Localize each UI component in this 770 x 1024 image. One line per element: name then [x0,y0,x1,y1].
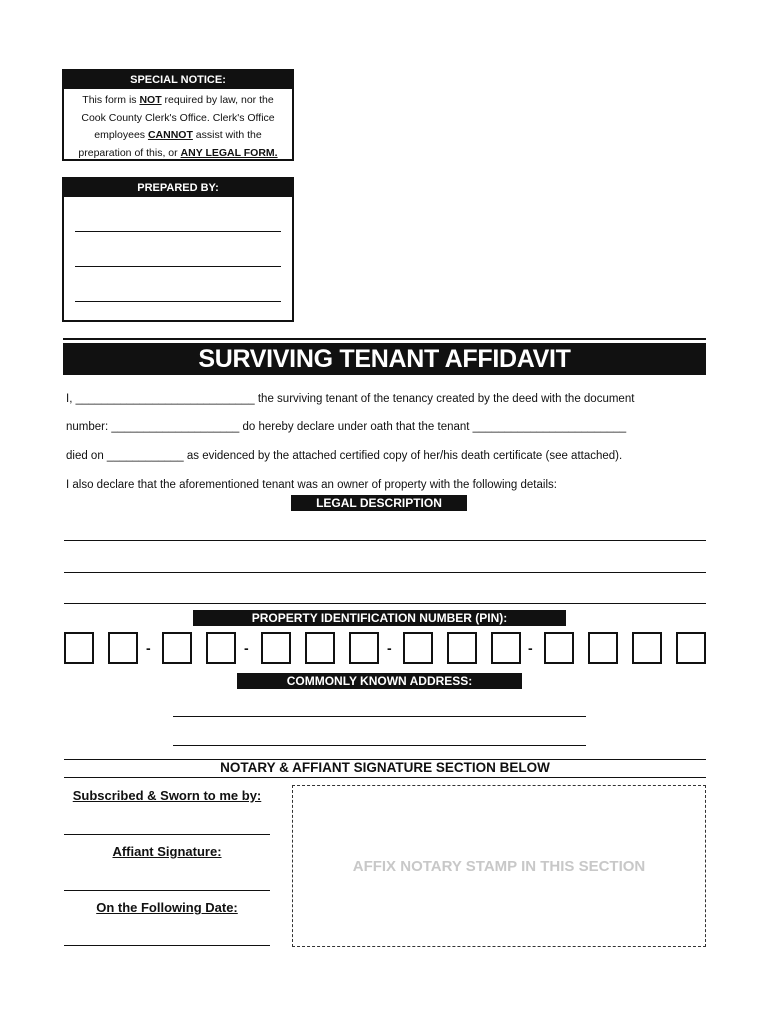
pin-box-2[interactable] [108,632,138,664]
not-emphasis: NOT [139,94,162,106]
notary-stamp-area [292,785,706,947]
declaration-line-1: I, ____________________________ the surviving tenant of the tenancy created by the deed with the document [66,393,635,405]
pin-box-9[interactable] [447,632,477,664]
notary-section-title: NOTARY & AFFIANT SIGNATURE SECTION BELOW [220,760,550,775]
pin-box-14[interactable] [676,632,706,664]
pin-label: PROPERTY IDENTIFICATION NUMBER (PIN): [193,610,566,626]
pin-box-6[interactable] [305,632,335,664]
pin-box-5[interactable] [261,632,291,664]
address-line-2[interactable] [173,745,586,746]
declaration-line-2: number: ____________________ do hereby declare under oath that the tenant ________________________ [66,421,627,433]
sworn-by-line[interactable] [64,834,270,835]
declaration-line-4: I also declare that the aforementioned tenant was an owner of property with the following details: [66,479,557,491]
prepared-by-line-3[interactable] [75,301,281,302]
notary-bottom-rule [64,777,706,778]
special-notice-header: SPECIAL NOTICE: [64,71,292,89]
prepared-by-line-1[interactable] [75,231,281,232]
legal-description-line-2[interactable] [64,572,706,573]
declaration-line-3: died on ____________ as evidenced by the attached certified copy of her/his death certificate (see attached). [66,450,623,462]
pin-separator-4: - [528,640,533,656]
legal-description-label: LEGAL DESCRIPTION [291,495,467,511]
cannot-emphasis: CANNOT [147,129,193,141]
pin-box-11[interactable] [544,632,574,664]
date-label: On the Following Date: [96,900,238,915]
prepared-by-header: PREPARED BY: [64,179,292,197]
legal-description-line-3[interactable] [64,603,706,604]
notary-stamp-placeholder: AFFIX NOTARY STAMP IN THIS SECTION [352,858,646,875]
date-line[interactable] [64,945,270,946]
pin-box-13[interactable] [632,632,662,664]
special-notice-text: This form is NOT required by law, nor the Cook County Clerk's Office. Clerk's Office employees CANNOT assist with the preparation of this, or ANY LEGAL FORM. [78,94,278,159]
pin-box-1[interactable] [64,632,94,664]
pin-separator-3: - [387,640,392,656]
prepared-by-box [62,177,294,322]
affiant-signature-label: Affiant Signature: [112,844,222,859]
pin-separator-2: - [244,640,249,656]
any-legal-form-emphasis: ANY LEGAL FORM. [180,146,278,159]
address-label: COMMONLY KNOWN ADDRESS: [237,673,522,689]
pin-box-8[interactable] [403,632,433,664]
page-title: SURVIVING TENANT AFFIDAVIT [63,343,706,375]
pin-box-7[interactable] [349,632,379,664]
title-top-rule [63,338,706,340]
pin-box-12[interactable] [588,632,618,664]
address-line-1[interactable] [173,716,586,717]
special-notice-box [62,69,294,161]
prepared-by-line-2[interactable] [75,266,281,267]
pin-box-4[interactable] [206,632,236,664]
pin-separator-1: - [146,640,151,656]
affiant-signature-line[interactable] [64,890,270,891]
pin-box-10[interactable] [491,632,521,664]
legal-description-line-1[interactable] [64,540,706,541]
pin-box-3[interactable] [162,632,192,664]
sworn-by-label: Subscribed & Sworn to me by: [72,788,262,803]
